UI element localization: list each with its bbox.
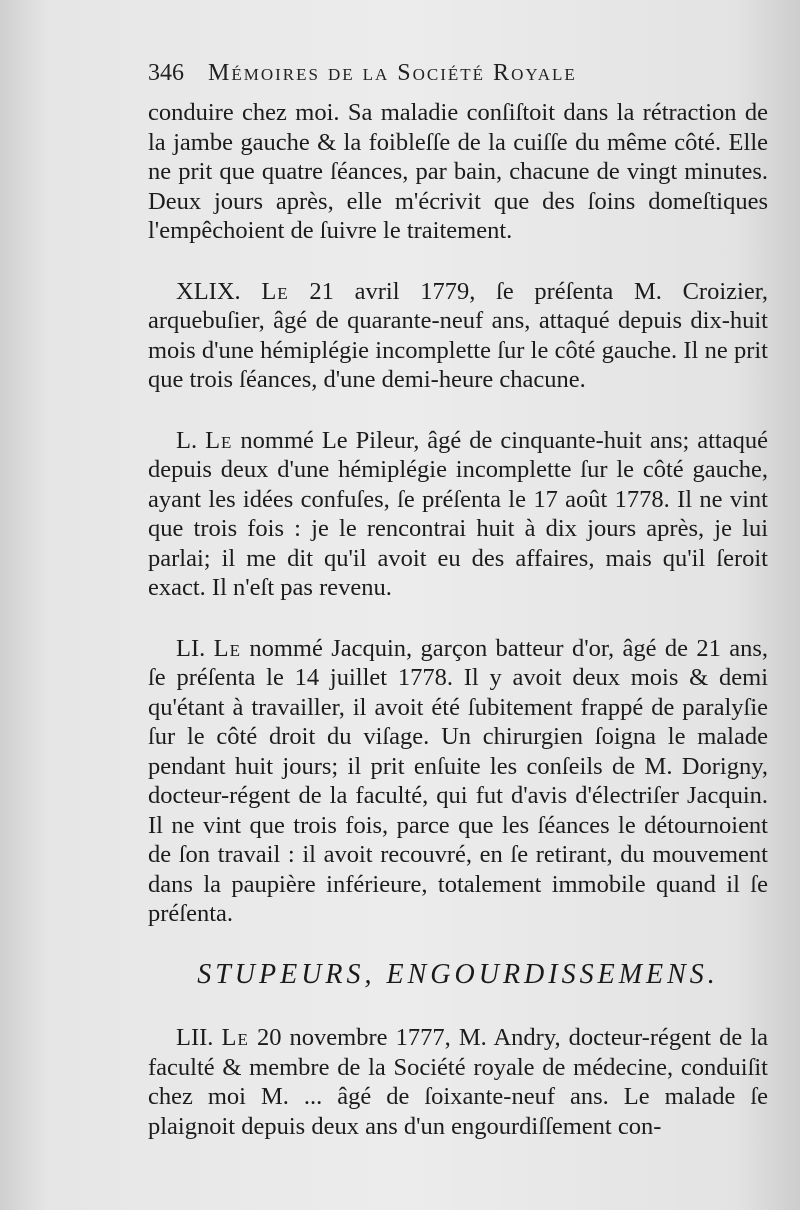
paragraph-l	[148, 426, 768, 603]
paragraph-text: 20 novembre 1777, M. Andry, docteur-régent de la faculté & membre de la Société royale de médecine, conduiſit chez moi M. ... âgé de ſoixante-neuf ans. Le malade ſe plaignoit depuis deux ans d'un engourdiſſement con-	[148, 1024, 769, 1140]
paragraph-lead: Le	[221, 1024, 249, 1051]
paragraph-text: nommé Jacquin, garçon batteur d'or, âgé de 21 ans, ſe préſenta le 14 juillet 1778. Il y avoit deux mois & demi qu'étant à travailler, il avoit été ſubitement frappé de paralyſie ſur le côté droit du viſage. Un chirurgien ſoigna le malade pendant huit jours; il prit enſuite les conſeils de M. Dorigny, docteur-régent de la faculté, qui fut d'avis d'électriſer Jacquin. Il ne vint que trois fois, parce que les ſéances le détournoient de ſon travail : il avoit recouvré, en ſe retirant, du mouvement dans la paupière inférieure, totalement immobile quand il ſe préſenta.	[148, 634, 769, 927]
paragraph-number: LII.	[176, 1024, 214, 1051]
paragraph-lead: Le	[213, 634, 241, 662]
paragraph-lead: Le	[205, 426, 233, 454]
paragraph-li	[148, 634, 768, 929]
paragraph-xlix	[148, 277, 768, 395]
section-heading: STUPEURS, ENGOURDISSEMENS.	[197, 958, 719, 990]
paragraph-number: XLIX.	[176, 277, 241, 305]
page-body	[148, 98, 768, 1172]
paragraph-text: 21 avril 1779, ſe préſenta M. Croizier, arquebuſier, âgé de quarante-neuf ans, attaqué depuis dix-huit mois d'une hémiplégie incomplette ſur le côté gauche. Il ne prit que trois ſéances, d'une demi-heure chacune.	[148, 277, 769, 393]
paragraph-text: conduire chez moi. Sa maladie conſiſtoit dans la rétraction de la jambe gauche & la foibleſſe de la cuiſſe du même côté. Elle ne prit que quatre ſéances, par bain, chacune de vingt minutes. Deux jours après, elle m'écrivit que des ſoins domeſtiques l'empêchoient de ſuivre le traitement.	[148, 99, 768, 244]
paragraph-lead: Le	[261, 277, 289, 305]
paragraph-continuation	[148, 98, 768, 246]
paragraph-text: nommé Le Pileur, âgé de cinquante-huit ans; attaqué depuis deux d'une hémiplégie incomplette ſur le côté gauche, ayant les idées confuſes, ſe préſenta le 17 août 1778. Il ne vint que trois fois : je le rencontrai huit à dix jours après, je lui parlai; il me dit qu'il avoit eu des affaires, mais qu'il ſeroit exact. Il n'eſt pas revenu.	[148, 426, 768, 601]
page-number: 346	[148, 60, 184, 86]
running-head: Mémoires de la Société Royale	[208, 60, 577, 86]
paragraph-lii	[148, 1023, 768, 1141]
page-header	[148, 60, 758, 100]
paragraph-number: L.	[176, 426, 198, 454]
paragraph-number: LI.	[176, 634, 206, 662]
